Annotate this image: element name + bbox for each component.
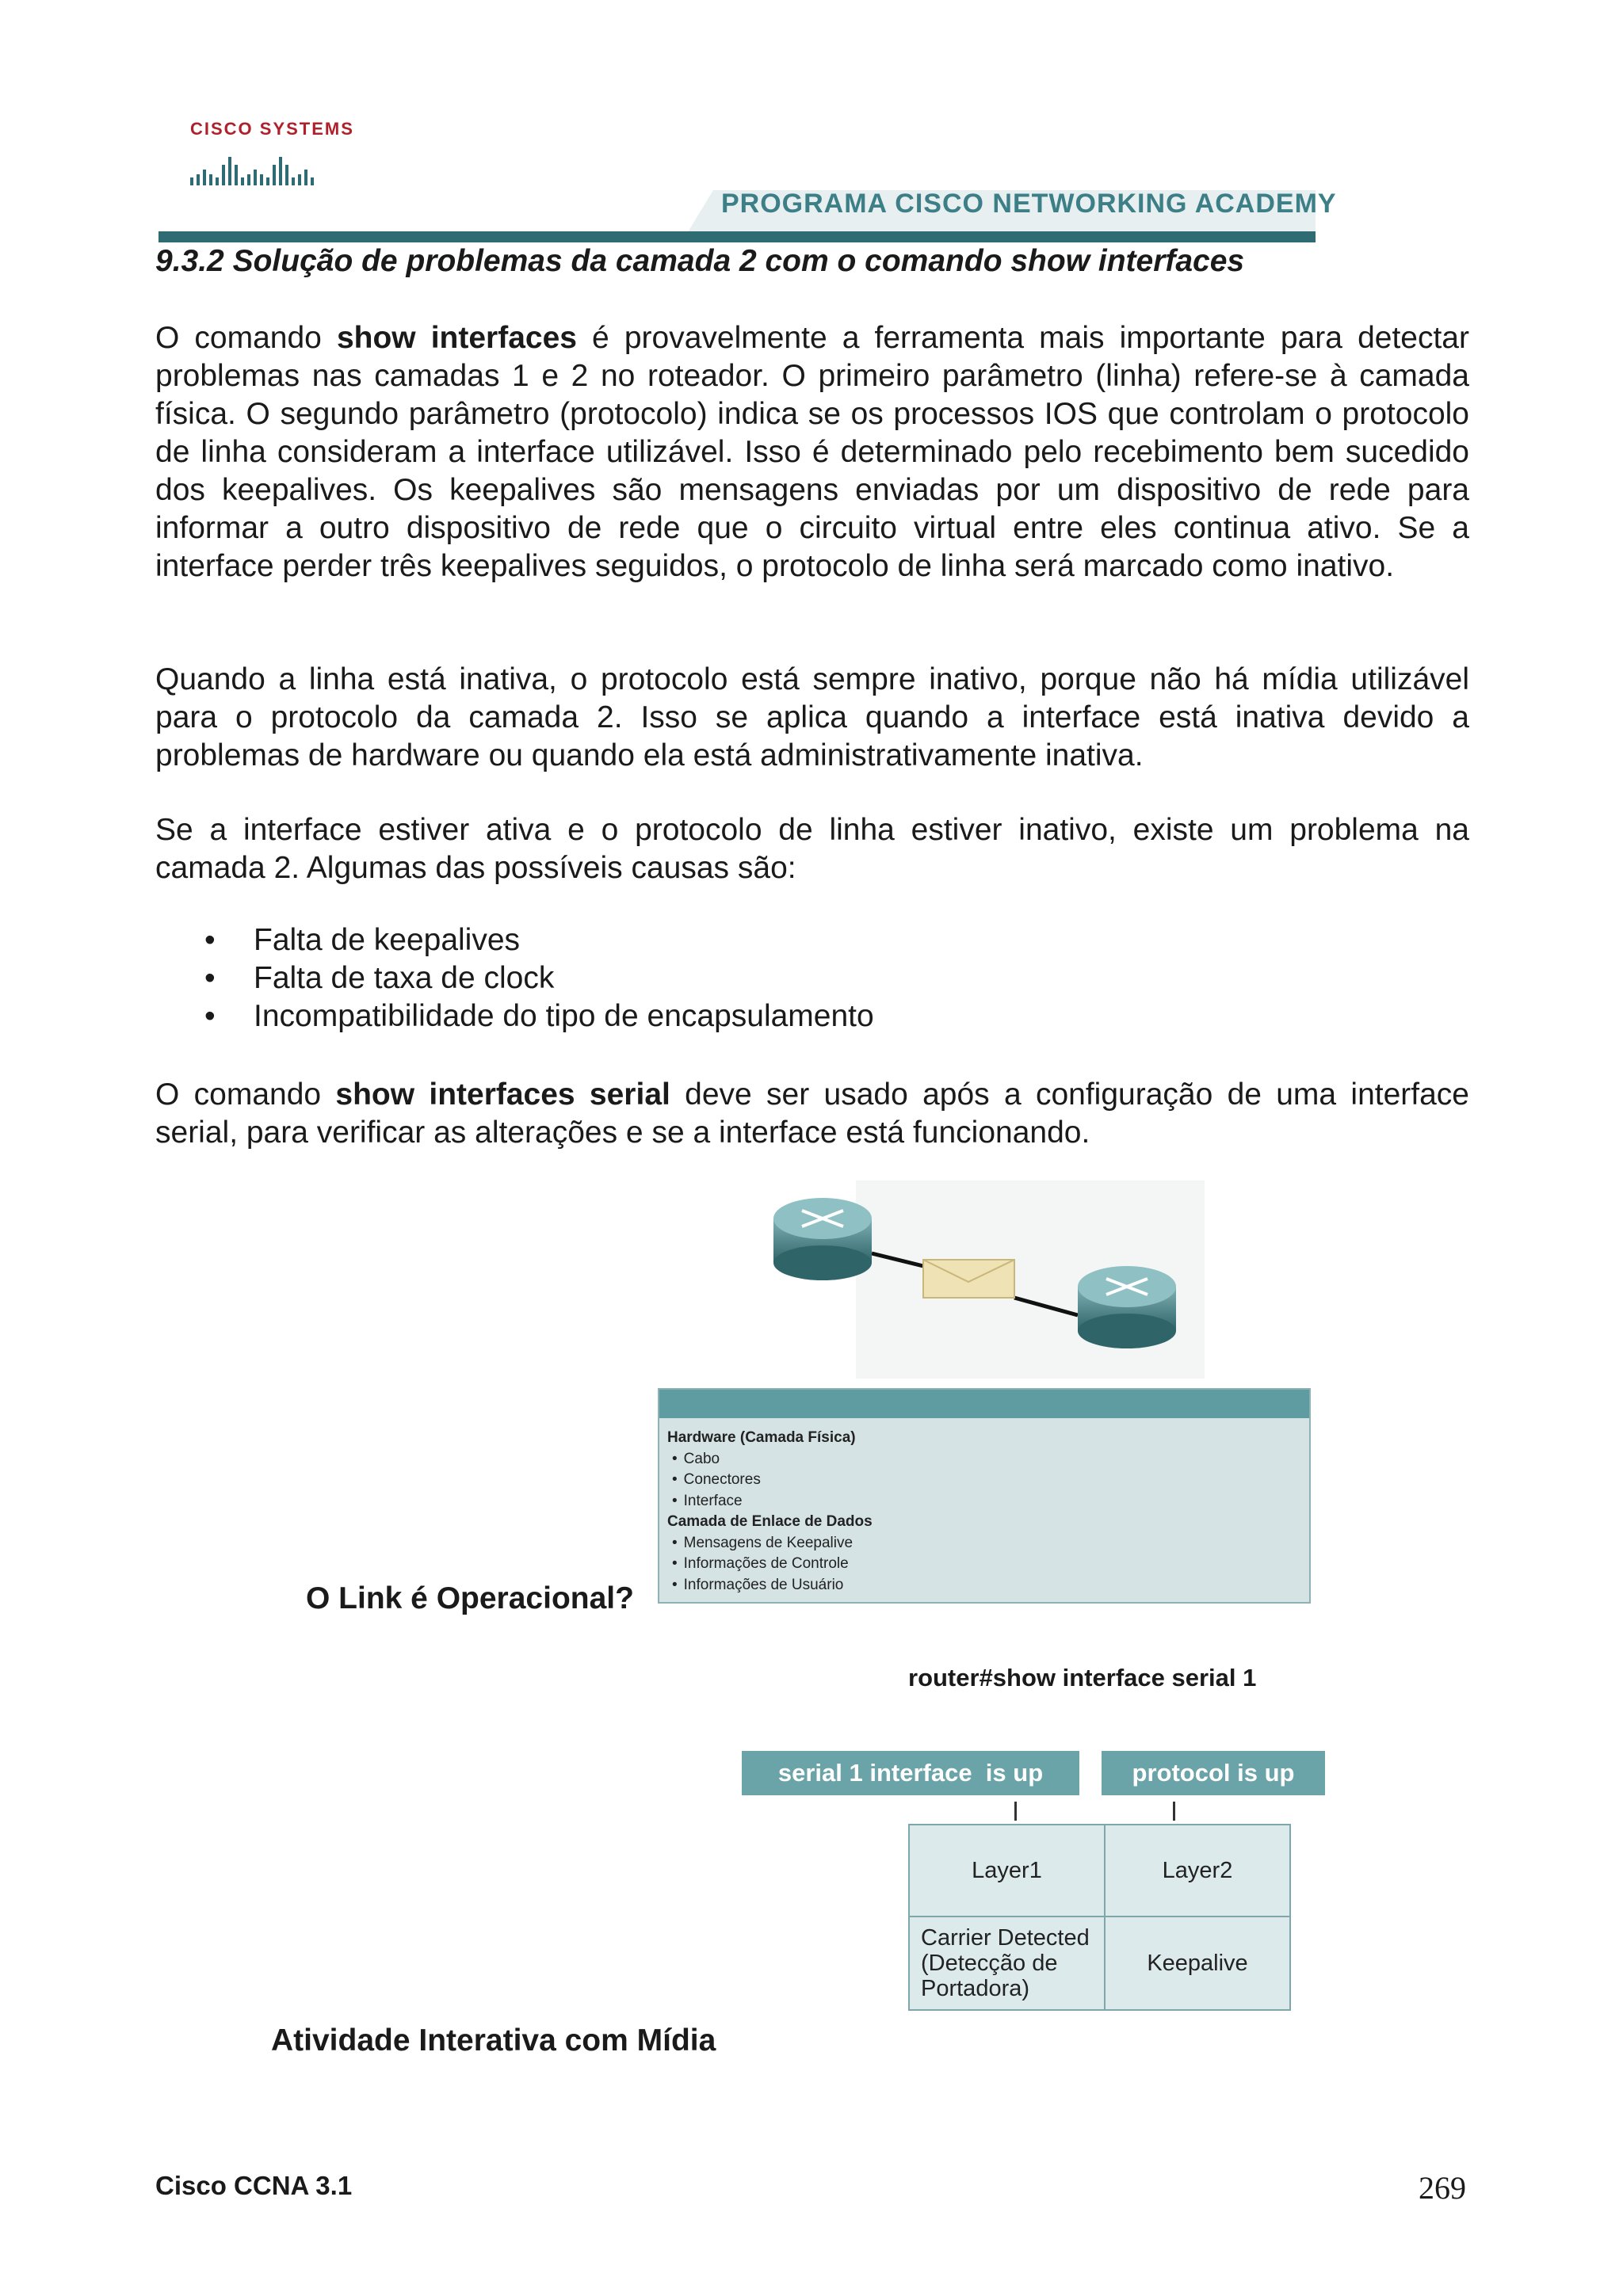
paragraph-5: O comando show interfaces serial deve ser usado após a configuração de uma interface serial, para verificar as alterações e se a interface está funcionando. (155, 1077, 1469, 1150)
cisco-logo-text: CISCO SYSTEMS (190, 119, 354, 139)
list-item: • Falta de keepalives (155, 921, 874, 959)
causes-list (155, 921, 874, 1035)
paragraph-1: O comando show interfaces é provavelmente a ferramenta mais importante para detectar problemas nas camadas 1 e 2 no roteador. O primeiro parâmetro (linha) refere-se à camada física. O segundo parâmetro (protocolo) indica se os processos IOS que controlam o protocolo de linha consideram a interface utilizável. Isso é determinado pelo recebimento bem sucedido dos keepalives. Os keepalives são mensagens enviadas por um dispositivo de rede para informar a outro dispositivo de rede que o circuito virtual entre eles continua ativo. Se a interface perder três keepalives seguidos, o protocolo de linha será marcado como inativo. (155, 321, 1469, 583)
layer1-detail-cell: Carrier Detected (Detecção de Portadora) (909, 1917, 1105, 2010)
router-icon (1078, 1266, 1176, 1348)
list-item: • Informações de Usuário (667, 1575, 873, 1596)
list-item: • Mensagens de Keepalive (667, 1533, 873, 1554)
layers-table (908, 1824, 1291, 2011)
footer-title: Cisco CCNA 3.1 (155, 2171, 353, 2200)
connector-line (1014, 1802, 1017, 1821)
layer2-cell: Layer2 (1105, 1825, 1290, 1917)
list-item: • Falta de taxa de clock (155, 959, 874, 997)
activity-caption: Atividade Interativa com Mídia (271, 2023, 716, 2058)
list-item: • Cabo (667, 1449, 873, 1470)
routers-illustration (761, 1180, 1205, 1379)
paragraph-3: Se a interface estiver ativa e o protocolo de linha estiver inativo, existe um problema na camada 2. Algumas das possíveis causas são: (155, 813, 1469, 885)
layer2-detail-cell: Keepalive (1105, 1917, 1290, 2010)
envelope-icon (923, 1260, 1014, 1298)
interface-status-badge: serial 1 interface is up (742, 1751, 1079, 1795)
paragraph-2: Quando a linha está inativa, o protocolo está sempre inativo, porque não há mídia utilizável para o protocolo da camada 2. Isso se aplica quando a interface está inativa devido a problemas de hardware ou quando ela está administrativamente inativa. (155, 662, 1469, 772)
section-title: 9.3.2 Solução de problemas da camada 2 com o comando show interfaces (155, 244, 1245, 278)
command-text: router#show interface serial 1 (908, 1664, 1257, 1691)
panel-list: Hardware (Camada Física) • Cabo • Conectores • Interface Camada de Enlace de Dados • Mensagens de Keepalive • Informações de Controle • Informações de Usuário (667, 1428, 873, 1596)
header-rule (158, 231, 1316, 242)
layers-panel (658, 1388, 1311, 1604)
layer1-cell: Layer1 (909, 1825, 1105, 1917)
list-item: • Conectores (667, 1470, 873, 1491)
list-item: • Interface (667, 1491, 873, 1512)
academy-banner-text: PROGRAMA CISCO NETWORKING ACADEMY (721, 189, 1337, 219)
protocol-status-badge: protocol is up (1102, 1751, 1325, 1795)
cisco-logo-icon (189, 151, 323, 187)
link-question: O Link é Operacional? (306, 1581, 634, 1615)
list-item: • Incompatibilidade do tipo de encapsulamento (155, 997, 874, 1035)
list-item: • Informações de Controle (667, 1554, 873, 1575)
page-number: 269 (1419, 2170, 1466, 2206)
connector-line (1173, 1802, 1175, 1821)
panel-header (659, 1390, 1309, 1418)
router-icon (773, 1198, 872, 1280)
